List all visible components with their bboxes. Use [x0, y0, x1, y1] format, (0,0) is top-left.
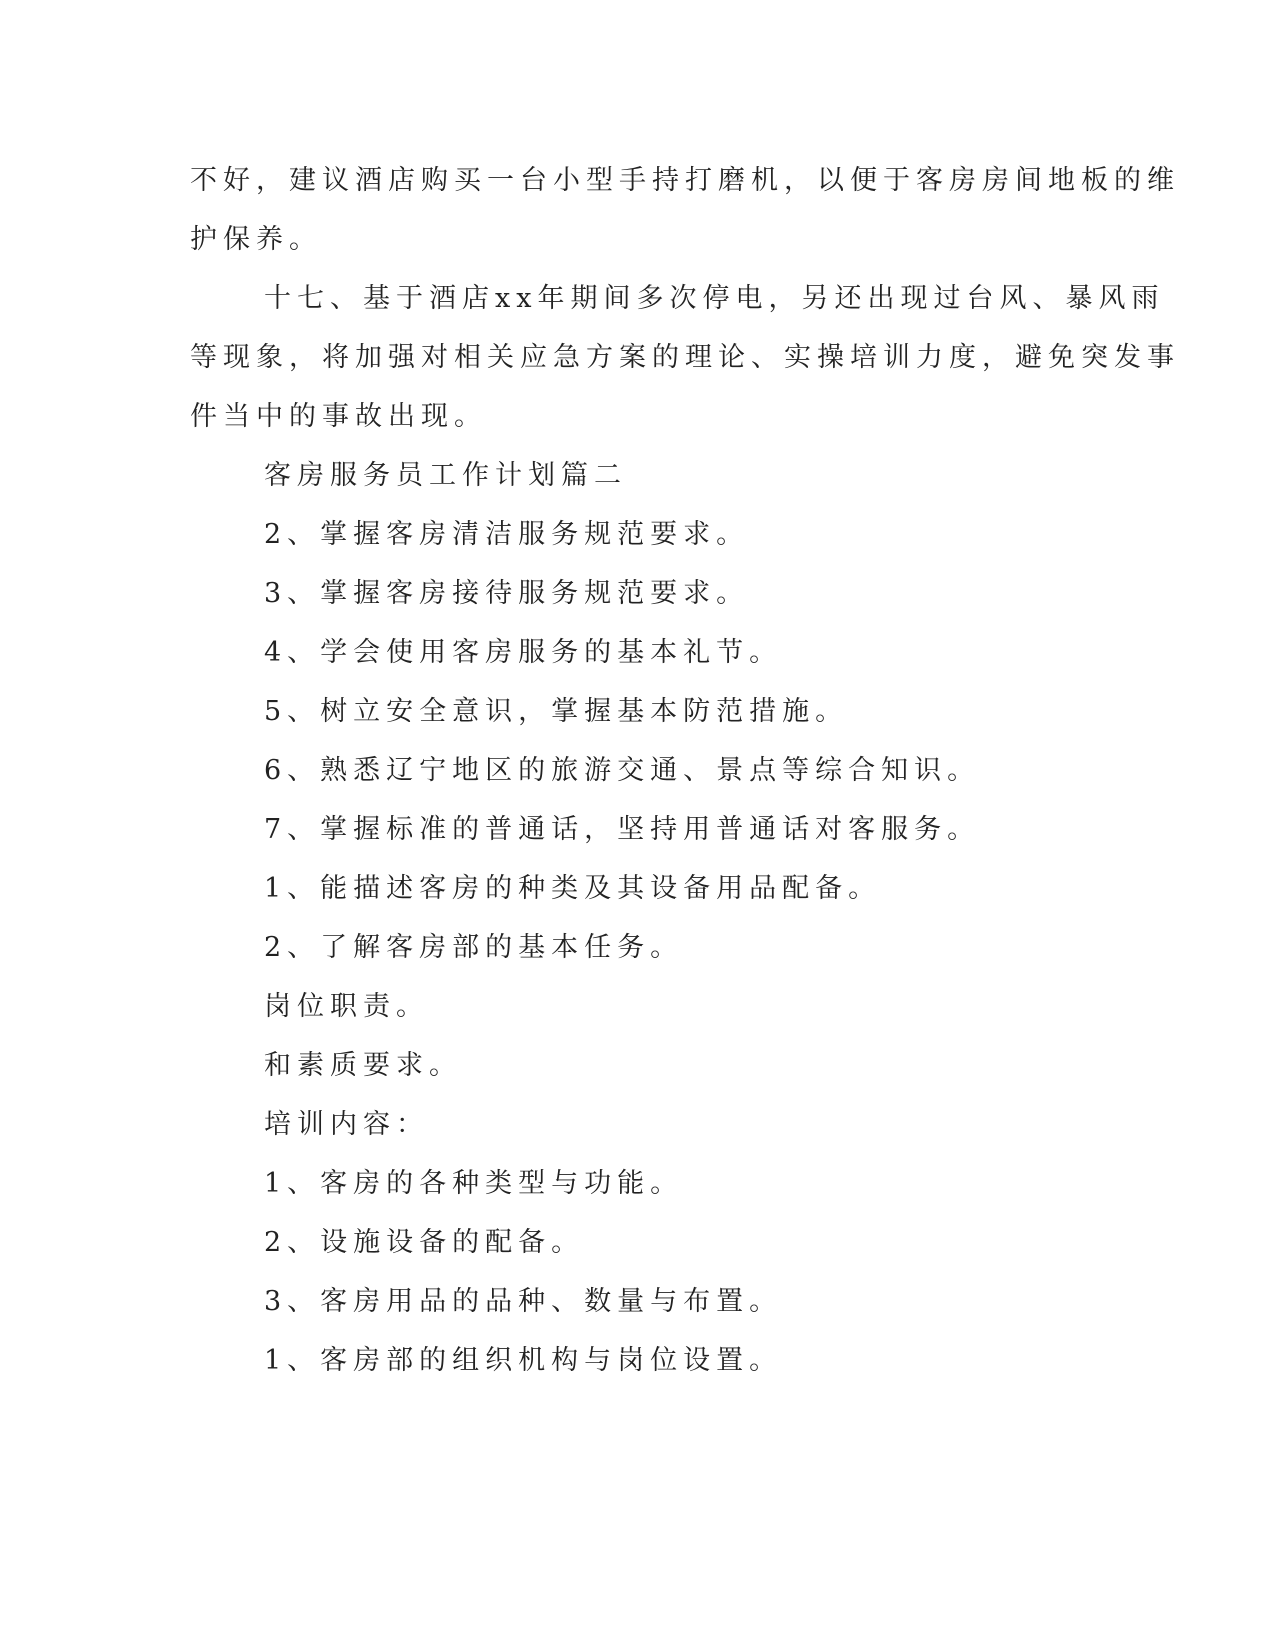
list-item: 2、掌握客房清洁服务规范要求。 [264, 519, 750, 550]
list-item: 4、学会使用客房服务的基本礼节。 [264, 637, 783, 668]
section-heading: 客房服务员工作计划篇二 [264, 460, 627, 491]
list-item: 3、掌握客房接待服务规范要求。 [264, 578, 750, 609]
list-item: 6、熟悉辽宁地区的旅游交通、景点等综合知识。 [264, 755, 981, 786]
list-item: 岗位职责。 [264, 991, 429, 1022]
list-item: 5、树立安全意识，掌握基本防范措施。 [264, 696, 849, 727]
paragraph-1-line-2: 护保养。 [190, 224, 322, 255]
list-item: 3、客房用品的品种、数量与布置。 [264, 1286, 783, 1317]
paragraph-2-line-1: 十七、基于酒店xx年期间多次停电，另还出现过台风、暴风雨 [264, 283, 1165, 314]
paragraph-2-line-2: 等现象，将加强对相关应急方案的理论、实操培训力度，避免突发事 [190, 342, 1180, 373]
list-item: 和素质要求。 [264, 1050, 462, 1081]
list-item: 1、客房的各种类型与功能。 [264, 1168, 684, 1199]
list-item: 培训内容： [264, 1109, 429, 1140]
list-item: 2、了解客房部的基本任务。 [264, 932, 684, 963]
list-item: 1、能描述客房的种类及其设备用品配备。 [264, 873, 882, 904]
list-item: 1、客房部的组织机构与岗位设置。 [264, 1345, 783, 1376]
list-item: 7、掌握标准的普通话，坚持用普通话对客服务。 [264, 814, 981, 845]
list-item: 2、设施设备的配备。 [264, 1227, 585, 1258]
paragraph-2-line-3: 件当中的事故出现。 [190, 401, 487, 432]
paragraph-1-line-1: 不好，建议酒店购买一台小型手持打磨机，以便于客房房间地板的维 [190, 165, 1180, 196]
